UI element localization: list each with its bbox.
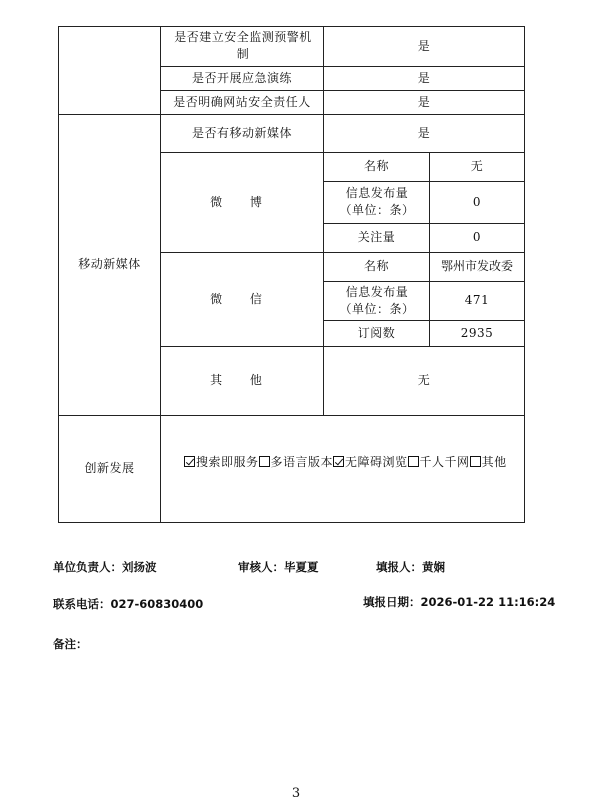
value-responsible: 是 bbox=[417, 94, 431, 109]
table-border-bottom bbox=[58, 522, 525, 523]
value-other: 无 bbox=[417, 373, 431, 387]
checkbox-accessibility[interactable] bbox=[333, 456, 344, 467]
remark: 备注： bbox=[53, 637, 88, 651]
value-monitoring: 是 bbox=[417, 38, 431, 53]
filler: 填报人：黄娴 bbox=[376, 560, 445, 574]
weixin-posts-value: 471 bbox=[464, 293, 490, 307]
value-drill: 是 bbox=[417, 70, 431, 85]
option-label: 搜索即服务 bbox=[196, 455, 259, 469]
page-number: 3 bbox=[291, 786, 301, 801]
label-weixin: 微 信 bbox=[210, 291, 274, 306]
value-has-mobile: 是 bbox=[417, 125, 431, 140]
weixin-name-label: 名称 bbox=[363, 259, 389, 273]
reviewer: 审核人：毕夏夏 bbox=[238, 560, 319, 574]
label-drill: 是否开展应急演练 bbox=[191, 70, 292, 85]
weibo-follow-value: 0 bbox=[472, 230, 482, 244]
option-label: 其他 bbox=[481, 455, 507, 469]
option-label: 无障碍浏览 bbox=[345, 455, 408, 469]
weixin-posts-label: 信息发布量（单位：条） bbox=[339, 284, 415, 316]
label-monitoring: 是否建立安全监测预警机制 bbox=[174, 30, 312, 61]
label-other: 其 他 bbox=[210, 373, 274, 387]
option-label: 多语言版本 bbox=[270, 455, 334, 469]
table-border-right bbox=[524, 26, 525, 523]
fill-date: 填报日期：2026-01-22 11:16:24 bbox=[363, 595, 556, 609]
weibo-posts-label: 信息发布量（单位：条） bbox=[339, 186, 415, 217]
weibo-name-label: 名称 bbox=[363, 159, 389, 173]
weibo-posts-value: 0 bbox=[472, 194, 482, 209]
section-mobile-media: 移动新媒体 bbox=[78, 257, 141, 271]
checkbox-search-service[interactable] bbox=[184, 456, 195, 467]
report-table bbox=[58, 26, 525, 523]
label-weibo: 微 博 bbox=[210, 194, 274, 209]
label-responsible: 是否明确网站安全责任人 bbox=[173, 94, 311, 109]
checkbox-personalized[interactable] bbox=[408, 456, 419, 467]
weixin-sub-label: 订阅数 bbox=[357, 325, 396, 340]
weibo-name-value: 无 bbox=[470, 159, 484, 173]
contact-phone: 联系电话：027-60830400 bbox=[53, 597, 204, 611]
weibo-follow-label: 关注量 bbox=[357, 230, 396, 244]
weixin-name-value: 鄂州市发改委 bbox=[440, 259, 513, 273]
label-innovation: 创新发展 bbox=[84, 461, 135, 475]
unit-head: 单位负责人：刘扬波 bbox=[53, 560, 157, 574]
checkbox-multilingual[interactable] bbox=[259, 456, 270, 467]
option-label: 千人千网 bbox=[419, 455, 470, 469]
weixin-sub-value: 2935 bbox=[460, 325, 494, 340]
label-has-mobile: 是否有移动新媒体 bbox=[191, 125, 292, 140]
checkbox-other[interactable] bbox=[470, 456, 481, 467]
innovation-options bbox=[184, 453, 507, 470]
